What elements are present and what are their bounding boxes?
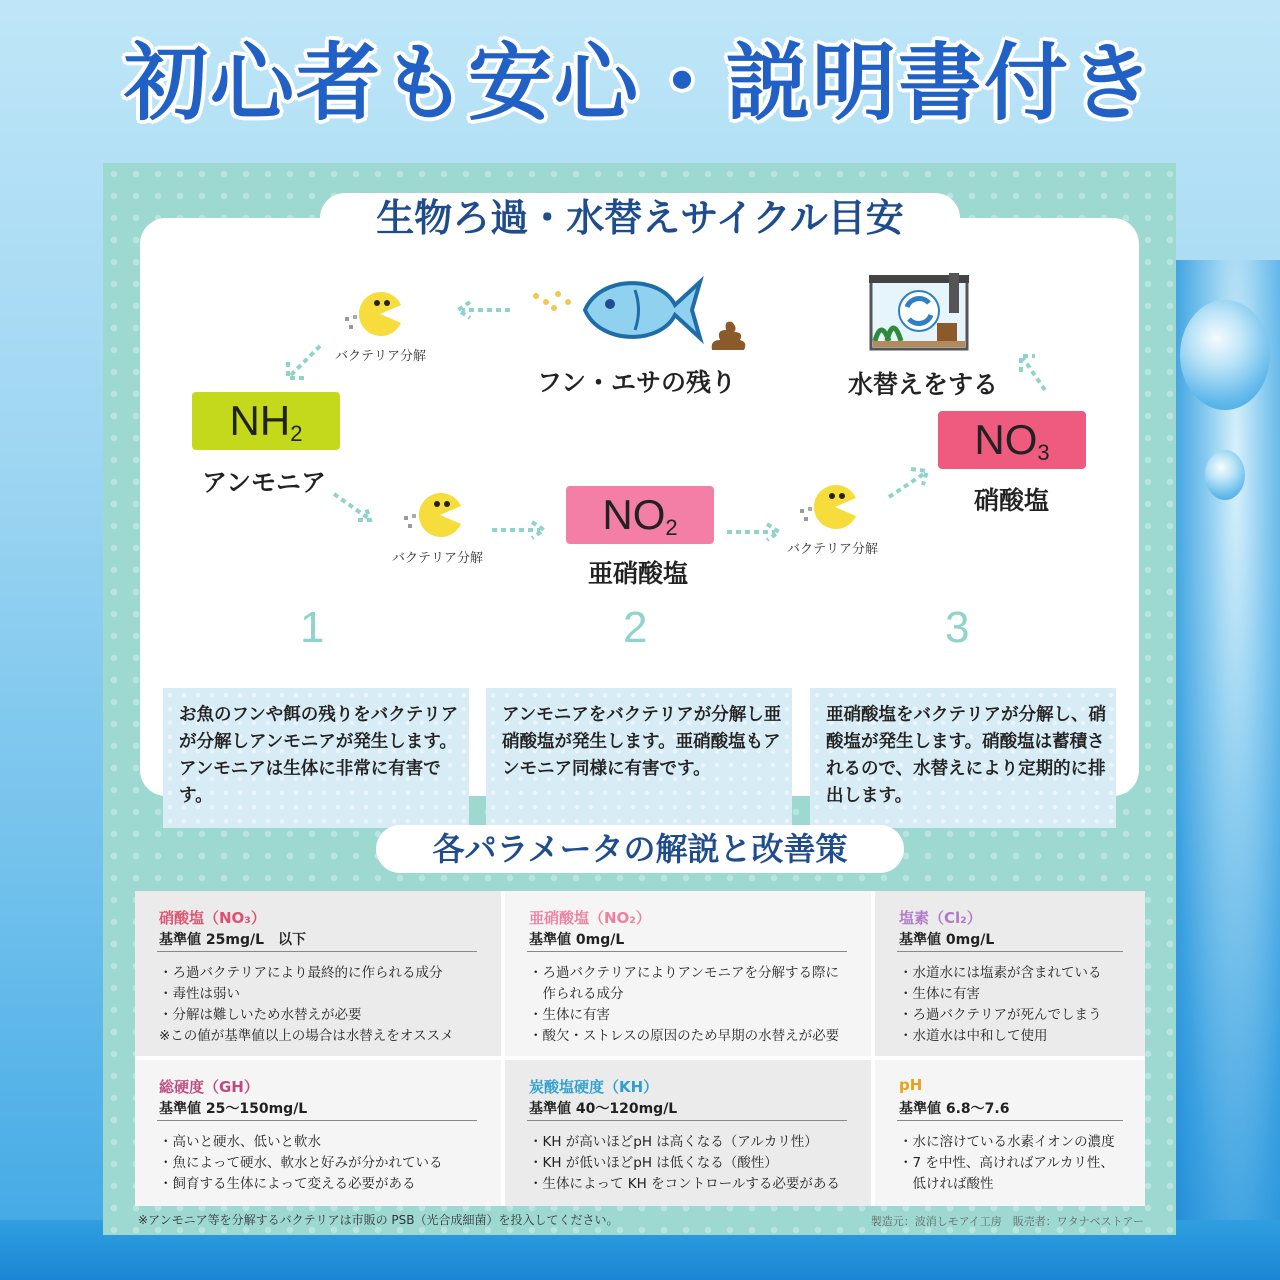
param-name: 亜硝酸塩（NO₂） bbox=[529, 909, 651, 927]
ammonia-badge bbox=[192, 392, 340, 450]
param-cell-no3 bbox=[135, 891, 501, 1056]
step-box bbox=[163, 688, 469, 828]
param-name: 塩素（Cl₂） bbox=[899, 909, 982, 927]
step-text: アンモニアをバクテリアが分解し亜硝酸塩が発生します。亜硝酸塩もアンモニア同様に有害です。 bbox=[502, 705, 782, 779]
step-text: 亜硝酸塩をバクテリアが分解し、硝酸塩が発生します。硝酸塩は蓄積されるので、水替えにより定期的に排出します。 bbox=[826, 705, 1106, 806]
param-notes: ・水道水には塩素が含まれている ・生体に有害 ・ろ過バクテリアが死んでしまう ・水道水は中和して使用 bbox=[899, 965, 1102, 1044]
step-text: お魚のフンや餌の残りをバクテリアが分解しアンモニアが発生します。アンモニアは生体に非常に有害です。 bbox=[179, 705, 459, 806]
arrow-down-right-icon bbox=[330, 488, 380, 528]
param-standard: 基準値 0mg/L bbox=[529, 932, 625, 948]
param-notes: ・高いと硬水、低いと軟水 ・魚によって硬水、軟水と好みが分かれている ・飼育する生体によって変える必要がある bbox=[159, 1134, 443, 1192]
param-notes: ・水に溶けている水素イオンの濃度 ・7 を中性、高ければアルカリ性、 低ければ酸性 bbox=[899, 1134, 1115, 1192]
debris-icon bbox=[402, 512, 422, 532]
param-standard: 基準値 25～150mg/L bbox=[159, 1101, 308, 1117]
arrow-up-left-icon bbox=[1015, 348, 1055, 398]
waste-label: フン・エサの残り bbox=[537, 368, 737, 397]
param-standard: 基準値 0mg/L bbox=[899, 932, 995, 948]
param-name: pH bbox=[899, 1076, 923, 1094]
bacteria-label: バクテリア分解 bbox=[787, 542, 879, 557]
step-box bbox=[486, 688, 792, 828]
fish-icon bbox=[580, 270, 705, 350]
param-cell-cl2 bbox=[875, 891, 1145, 1056]
ammonia-formula: NH bbox=[229, 397, 291, 444]
poop-icon bbox=[708, 318, 748, 354]
divider bbox=[897, 951, 1123, 952]
bacteria-label: バクテリア分解 bbox=[392, 551, 484, 566]
divider bbox=[527, 1120, 847, 1121]
param-standard: 基準値 25mg/L 以下 bbox=[159, 932, 306, 948]
nitrate-label: 硝酸塩 bbox=[974, 486, 1050, 515]
bacteria-label: バクテリア分解 bbox=[335, 349, 427, 364]
food-icon bbox=[528, 288, 578, 318]
bacteria-icon bbox=[417, 492, 463, 538]
nitrite-subscript: 2 bbox=[665, 515, 678, 540]
ammonia-label: アンモニア bbox=[202, 468, 327, 497]
step-box bbox=[810, 688, 1116, 828]
param-name: 硝酸塩（NO₃） bbox=[159, 909, 266, 927]
nitrite-formula: NO bbox=[602, 491, 666, 538]
step-number: 1 bbox=[300, 603, 325, 652]
cycle-title: 生物ろ過・水替えサイクル目安 bbox=[320, 193, 960, 243]
param-notes: ・ろ過バクテリアによりアンモニアを分解する際に 作られる成分 ・生体に有害 ・酸欠・ストレスの原因のため早期の水替えが必要 bbox=[529, 965, 840, 1044]
aquarium-icon bbox=[867, 271, 973, 353]
param-notes: ・ろ過バクテリアにより最終的に作られる成分 ・毒性は弱い ・分解は難しいため水替えが必要 ※この値が基準値以上の場合は水替えをオススメ bbox=[159, 965, 454, 1044]
arrow-down-left-icon bbox=[280, 338, 330, 388]
water-change-label: 水替えをする bbox=[848, 370, 999, 399]
divider bbox=[527, 951, 847, 952]
debris-icon bbox=[798, 505, 818, 525]
instruction-sheet bbox=[103, 163, 1176, 1235]
step-number: 3 bbox=[945, 603, 970, 652]
param-cell-ph bbox=[875, 1060, 1145, 1206]
arrow-up-right-icon bbox=[885, 463, 935, 503]
footer-note: ※アンモニア等を分解するバクテリアは市販の PSB（光合成細菌）を投入してください。 bbox=[138, 1213, 619, 1227]
bacteria-icon bbox=[357, 291, 403, 337]
water-background bbox=[1170, 260, 1280, 1280]
param-name: 炭酸塩硬度（KH） bbox=[529, 1078, 659, 1096]
cycle-card bbox=[140, 196, 1139, 806]
divider bbox=[897, 1120, 1123, 1121]
ammonia-subscript: 2 bbox=[290, 421, 303, 446]
param-standard: 基準値 6.8～7.6 bbox=[899, 1101, 1010, 1117]
water-drop bbox=[1180, 300, 1270, 410]
step-number: 2 bbox=[623, 603, 648, 652]
water-drop bbox=[1205, 450, 1245, 500]
arrow-right-icon bbox=[725, 520, 785, 544]
params-title: 各パラメータの解説と改善策 bbox=[376, 825, 904, 873]
arrow-right-icon bbox=[490, 518, 550, 542]
nitrate-formula: NO bbox=[974, 416, 1038, 463]
param-standard: 基準値 40～120mg/L bbox=[529, 1101, 678, 1117]
nitrate-subscript: 3 bbox=[1037, 440, 1050, 465]
footer-maker: 製造元：波消しモアイ工房 販売者：ワタナベストアー bbox=[870, 1215, 1144, 1228]
param-cell-gh bbox=[135, 1060, 501, 1206]
divider bbox=[157, 951, 477, 952]
nitrite-badge bbox=[566, 486, 714, 544]
param-notes: ・KH が高いほどpH は高くなる（アルカリ性） ・KH が低いほどpH は低くなる（酸性） ・生体によって KH をコントロールする必要がある bbox=[529, 1134, 840, 1192]
param-cell-no2 bbox=[505, 891, 871, 1056]
params-grid bbox=[135, 891, 1145, 1206]
nitrite-label: 亜硝酸塩 bbox=[588, 559, 689, 588]
arrow-left-icon bbox=[452, 298, 512, 322]
param-name: 総硬度（GH） bbox=[159, 1078, 259, 1096]
param-cell-kh bbox=[505, 1060, 871, 1206]
debris-icon bbox=[343, 313, 363, 333]
divider bbox=[157, 1120, 477, 1121]
bacteria-icon bbox=[812, 484, 858, 530]
page-title: 初心者も安心・説明書付き bbox=[123, 34, 1156, 132]
nitrate-badge bbox=[938, 411, 1086, 469]
